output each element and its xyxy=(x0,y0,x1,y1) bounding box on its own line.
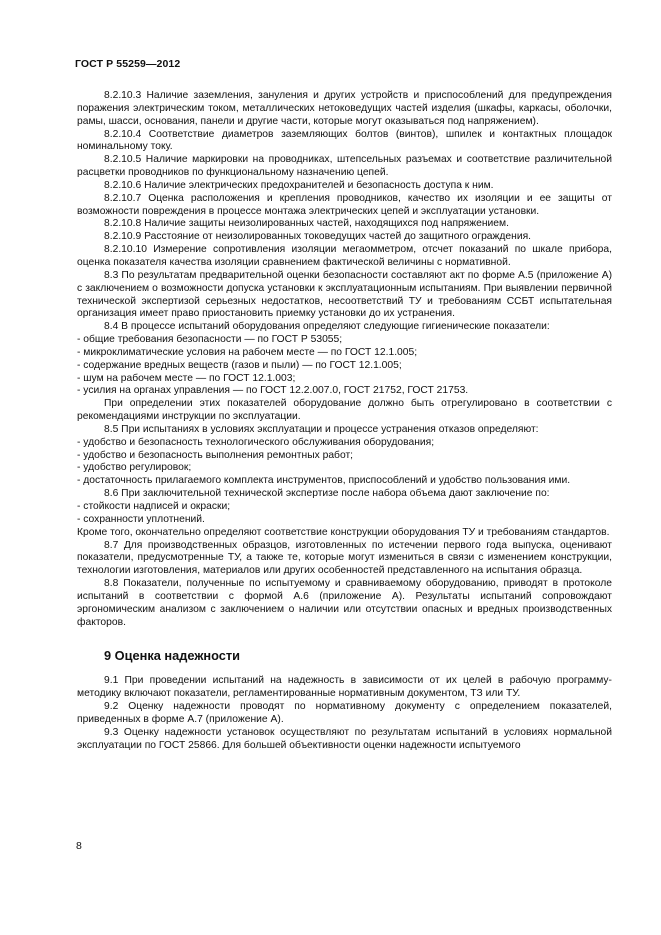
paragraph: 9.2 Оценку надежности проводят по нормативному документу с определением показателей, приведенных в форме А.7 (приложение А). xyxy=(77,701,612,725)
paragraph: 8.2.10.6 Наличие электрических предохранителей и безопасность доступа к ним. xyxy=(104,179,494,191)
paragraph: 8.2.10.7 Оценка расположения и крепления проводников, качество их изоляции и ее защиты от возможности повреждения в процессе монтажа электрических цепей и эксплуатации установки. xyxy=(77,192,612,217)
list-item: - микроклиматические условия на рабочем месте — по ГОСТ 12.1.005; xyxy=(77,346,418,358)
list-item: - общие требования безопасности — по ГОСТ Р 53055; xyxy=(77,334,343,346)
document-header: ГОСТ Р 55259—2012 xyxy=(75,58,181,70)
list-item: - сохранности уплотнений. xyxy=(77,513,205,525)
paragraph: 8.7 Для производственных образцов, изготовленных по истечении первого года выпуска, оценивают показатели, предусмотренные ТУ, а также те, которые могут измениться в связи с изменением конструкции, технологии изготовления, материалов или других особенностей представленного на испытания образца. xyxy=(77,539,612,577)
list-item: - усилия на органах управления — по ГОСТ 12.2.007.0, ГОСТ 21752, ГОСТ 21753. xyxy=(77,385,469,397)
paragraph: 8.3 По результатам предварительной оценки безопасности составляют акт по форме А.5 (приложение А) с заключением о возможности допуска установки к эксплуатационным испытаниям. При выявлении первичной технической экспертизой серьезных недостатков, несоответствий ТУ и требованиям ССБТ испытательная организация имеет право приостановить приемку установки до их устранения. xyxy=(77,269,612,320)
list-item: - удобство и безопасность выполнения ремонтных работ; xyxy=(77,449,354,461)
section-title: 9 Оценка надежности xyxy=(104,648,241,664)
paragraph: 8.5 При испытаниях в условиях эксплуатации и процессе устранения отказов определяют: xyxy=(104,423,539,435)
paragraph: 8.2.10.8 Наличие защиты неизолированных частей, находящихся под напряжением. xyxy=(104,218,509,230)
page-body xyxy=(77,90,612,753)
paragraph: 8.8 Показатели, полученные по испытуемому и сравниваемому оборудованию, приводят в протоколе испытаний в соответствии с формой А.6 (приложение А). Результаты испытаний сопровождают эргономическим анализом с заключением о наличии или отсутствии опасных и вредных производственных факторов. xyxy=(77,578,612,628)
list-item: - шум на рабочем месте — по ГОСТ 12.1.003; xyxy=(77,372,296,384)
paragraph: 8.2.10.4 Соответствие диаметров заземляющих болтов (винтов), шпилек и контактных площадок номинальному току. xyxy=(77,128,612,153)
paragraph: 9.3 Оценку надежности установок осуществляют по результатам испытаний в условиях нормальной эксплуатации по ГОСТ 25866. Для большей объективности оценки надежности испытуемого xyxy=(77,726,612,751)
list-item: - содержание вредных веществ (газов и пыли) — по ГОСТ 12.1.005; xyxy=(77,359,402,371)
paragraph: 9.1 При проведении испытаний на надежность в зависимости от их целей в рабочую программу-методику включают показатели, регламентированные нормативным документом, ТЗ или ТУ. xyxy=(77,675,612,700)
list-item: - удобство и безопасность технологического обслуживания оборудования; xyxy=(77,436,435,448)
list-item: - удобство регулировок; xyxy=(77,462,192,474)
paragraph: При определении этих показателей оборудование должно быть отрегулировано в соответствии с рекомендациями инструкции по эксплуатации. xyxy=(77,398,612,423)
paragraph: 8.2.10.10 Измерение сопротивления изоляции мегаомметром, отсчет показаний по шкале прибора, оценка показателя качества изоляции сравнением фактической величины с нормативной. xyxy=(77,244,612,268)
paragraph: 8.4 В процессе испытаний оборудования определяют следующие гигиенические показатели: xyxy=(104,321,550,333)
paragraph: 8.2.10.5 Наличие маркировки на проводниках, штепсельных разъемах и соответствие различительной расцветки проводников по функциональному назначению цепей. xyxy=(77,154,612,179)
list-item: - достаточность прилагаемого комплекта инструментов, приспособлений и удобство пользования ими. xyxy=(77,475,571,487)
list-item: - стойкости надписей и окраски; xyxy=(77,501,231,512)
paragraph: 8.6 При заключительной технической экспертизе после набора объема дают заключение по: xyxy=(104,488,550,500)
page-number: 8 xyxy=(76,840,82,852)
paragraph: Кроме того, окончательно определяют соответствие конструкции оборудования ТУ и требованиям стандартов. xyxy=(77,526,610,538)
paragraph: 8.2.10.3 Наличие заземления, зануления и других устройств и приспособлений для предупреждения поражения электрическим током, металлических нетоковедущих частей изделия (шкафы, каркасы, оболочки, рамы, шасси, основания, панели и другие части, которые могут оказываться под напряжением). xyxy=(77,90,612,127)
paragraph: 8.2.10.9 Расстояние от неизолированных токоведущих частей до защитного ограждения. xyxy=(104,231,532,243)
